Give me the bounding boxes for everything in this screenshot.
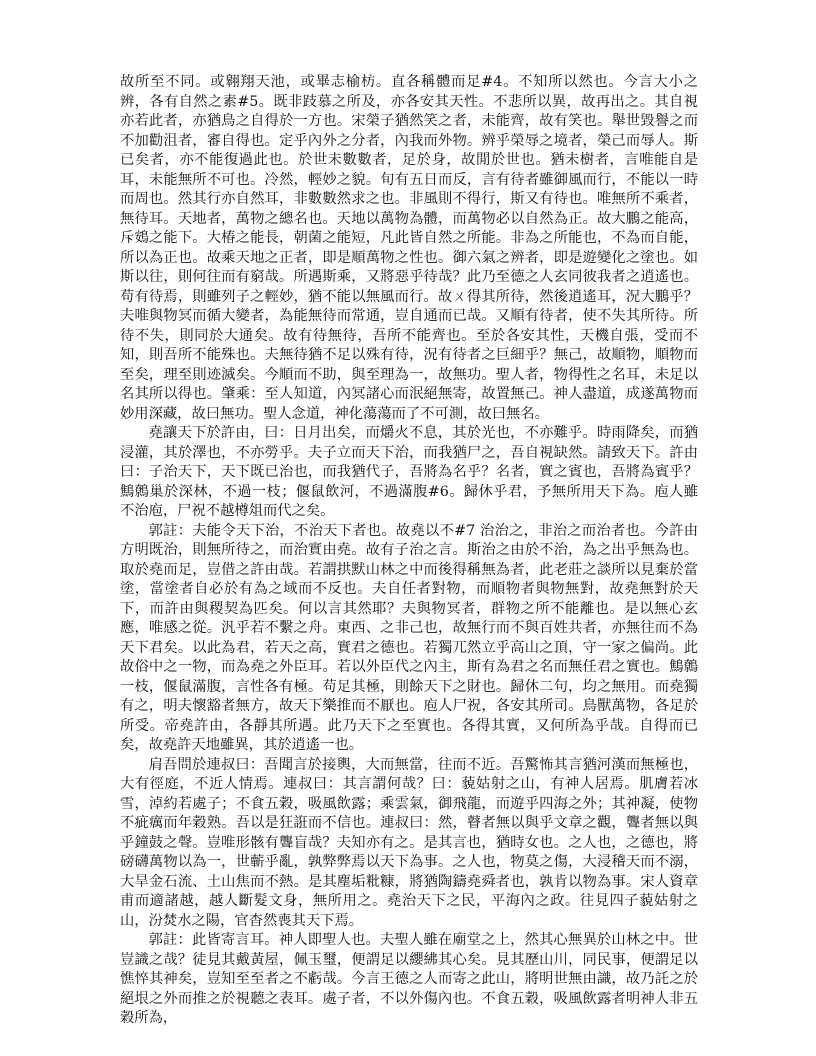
paragraph-2: 堯讓天下於許由，曰：日月出矣，而爝火不息，其於光也，不亦難乎。時雨降矣，而猶浸灌，其於澤也，不亦勞乎。夫子立而天下治，而我猶尸之，吾自視缺然。請致天下。許由曰：子治天下，天下既已治也，而我猶代子，吾將為名乎？名者，實之賓也，吾將為賓乎？鷦鷯巢於深林，不過一枝；偃鼠飲河，不過滿腹#6。歸休乎君，予無所用天下為。庖人雖不治庖，尸祝不越樽俎而代之矣。 xyxy=(120,425,698,519)
paragraph-1: 故所至不同。或翱翔天池，或畢志榆枋。直各稱體而足#4。不知所以然也。今言大小之辨，各有自然之素#5。既非跂慕之所及，亦各安其天性。不悲所以異，故再出之。其自視亦若此者，亦猶鳥之自得於一方也。宋榮子猶然笑之者，未能齊，故有笑也。舉世毀譽之而不加勸沮者，審自得也。定乎內外之分者，內我而外物。辨乎榮辱之境者，榮己而辱人。斯已矣者，亦不能復過此也。於世未數數者，足於身，故閒於世也。猶未樹者，言唯能自是耳，未能無所不可也。冷然，輕妙之貌。旬有五日而反，言有待者雖御風而行，不能以一時而周也。然其行亦自然耳，非數數然求之也。非風則不得行，斯又有待也。唯無所不乘者，無待耳。天地者，萬物之總名也。天地以萬物為體，而萬物必以自然為正。故大鵬之能高，斥鴳之能下。大椿之能長，朝菌之能短，凡此皆自然之所能。非為之所能也，不為而自能，所以為正也。故乘天地之正者，即是順萬物之性也。御六氣之辨者，即是遊變化之塗也。如斯以往，則何往而有窮哉。所遇斯乘，又將惡乎待哉？此乃至德之人玄同彼我者之逍遙也。苟有待焉，則雖列子之輕妙，猶不能以無風而行。故ㄨ得其所待，然後逍遙耳，況大鵬乎？夫唯與物冥而循大變者，為能無待而常通，豈自通而已哉。又順有待者，使不失其所待。所待不失，則同於大通矣。故有待無待，吾所不能齊也。至於各安其性，天機自張，受而不知，則吾所不能殊也。夫無待猶不足以殊有待，況有待者之巨細乎？無己，故順物，順物而至矣，理至則迹滅矣。今順而不助，與至理為一，故無功。聖人者，物得性之名耳，未足以名其所以得也。肇乘：至人知道，內冥諸心而泯絕無寄，故置無己。神人盡道，成遂萬物而妙用深藏，故曰無功。聖人念道，神化蕩蕩而了不可測，故曰無名。 xyxy=(120,74,698,422)
paragraph-5: 郭註：此皆寄言耳。神人即聖人也。夫聖人雖在廟堂之上，然其心無異於山林之中。世豈識之哉？徒見其戴黃屋，佩玉璽，便謂足以纓紼其心矣。見其歷山川，同民事，便謂足以憔悴其神矣，豈知至至者之不虧哉。今言王德之人而寄之此山，將明世無由識，故乃託之於絕垠之外而推之於視聽之表耳。處子者，不以外傷內也。不食五穀，吸風飲露者明神人非五穀所為， xyxy=(120,932,698,1026)
paragraph-4: 肩吾問於連叔曰：吾聞言於接輿，大而無當，往而不近。吾驚怖其言猶河漢而無極也，大有徑庭，不近人情焉。連叔曰：其言謂何哉？曰：藐姑射之山，有神人居焉。肌膚若冰雪，淖約若處子；不食五穀，吸風飲露；乘雲氣，御飛龍，而遊乎四海之外；其神凝，使物不疵癘而年穀熟。吾以是狂誑而不信也。連叔曰：然，瞽者無以與乎文章之觀，聾者無以與乎鐘鼓之聲。豈唯形骸有聾盲哉？夫知亦有之。是其言也，猶時女也。之人也，之德也，將磅礴萬物以為一，世蘄乎亂，孰弊弊焉以天下為事。之人也，物莫之傷，大浸稽天而不溺，大旱金石流、土山焦而不熱。是其塵垢粃糠，將猶陶鑄堯舜者也，孰肯以物為事。宋人資章甫而適諸越，越人斷髮文身，無所用之。堯治天下之民，平海內之政。往見四子藐姑射之山，汾焚水之陽，官杳然喪其天下焉。 xyxy=(120,756,698,929)
body-text xyxy=(120,73,698,1029)
paragraph-3: 郭註：夫能令天下治，不治天下者也。故堯以不#7 治治之，非治之而治者也。今許由方明既治，則無所待之，而治實由堯。故有子治之言。斯治之由於不治，為之出乎無為也。取於堯而足，豈借之許由哉。若謂拱默山林之中而後得稱無為者，此老莊之談所以見棄於當塗，當塗者自必於有為之域而不反也。夫自任者對物，而順物者與物無對，故堯無對於天下，而許由與稷契為匹矣。何以言其然耶？夫與物冥者，群物之所不能離也。是以無心玄應，唯感之從。汎乎若不繫之舟。東西、之非己也，故無行而不與百姓共者，亦無往而不為天下君矣。以此為君，若天之高，實君之德也。若獨兀然立乎高山之頂，守一家之偏尚。此故俗中之一物，而為堯之外臣耳。若以外臣代之內主，斯有為君之名而無任君之實也。鷦鷯一枝，偃鼠滿腹，言性各有極。苟足其極，則餘天下之財也。歸休二句，均之無用。而堯獨有之，明夫懷豁者無方，故天下樂推而不厭也。庖人尸祝，各安其所司。鳥獸萬物，各足於所受。帝堯許由，各靜其所遇。此乃天下之至實也。各得其實，又何所為乎哉。自得而已矣，故堯許天地雖異，其於逍遙一也。 xyxy=(120,522,698,753)
